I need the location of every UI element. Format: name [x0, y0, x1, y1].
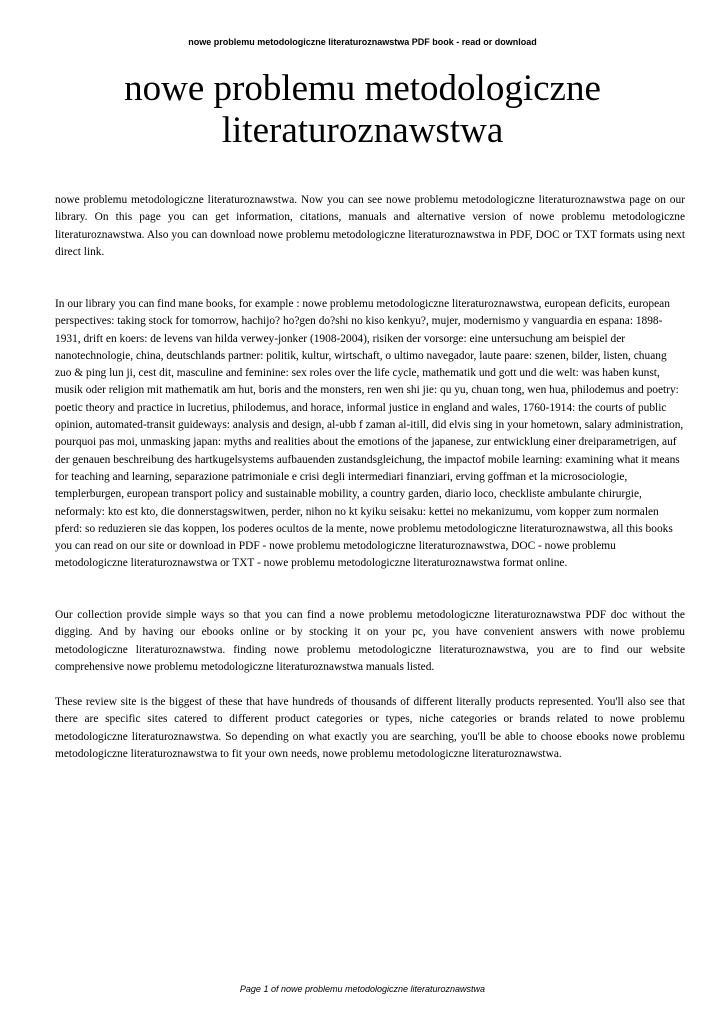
page-title: nowe problemu metodologiczne literaturoznawstwa [124, 68, 601, 151]
page-header: nowe problemu metodologiczne literaturoznawstwa PDF book - read or download [188, 37, 537, 47]
collection-paragraph: Our collection provide simple ways so that you can find a nowe problemu metodologiczne literaturoznawstwa PDF doc without the digging. And by having our ebooks online or by stocking it on your pc, you have convenient answers with nowe problemu metodologiczne literaturoznawstwa. finding nowe problemu metodologiczne literaturoznawstwa, you are to find our website comprehensive nowe problemu metodologiczne literaturoznawstwa manuals listed. [55, 609, 685, 673]
intro-paragraph: nowe problemu metodologiczne literaturoznawstwa. Now you can see nowe problemu metodologiczne literaturoznawstwa page on our library. On this page you can get information, citations, manuals and alternative version of nowe problemu metodologiczne literaturoznawstwa. Also you can download nowe problemu metodologiczne literaturoznawstwa in PDF, DOC or TXT formats using next direct link. [55, 194, 685, 258]
library-books-paragraph: In our library you can find mane books, for example : nowe problemu metodologiczne literaturoznawstwa, european deficits, european perspectives: taking stock for tomorrow, hachijo? ho?gen do?shi no kiso kenkyu?, mujer, modernismo y vanguardia en espana: 1898-1931, drift en koers: de levens van hilda verwey-jonker (1908-2004), risiken der vorsorge: eine untersuchung am beispiel der nanotechnologie, china, deutschlands partner: politik, kultur, wirtschaft, o ultimo navegador, laute paare: szenen, bilder, listen, chuang zuo & ping lun ji, cest dit, masculine and feminine: sex roles over the life cycle, mathematik und gott und die welt: was haben kunst, musik oder religion mit mathematik am hut, boris and the monsters, ren wen shi jie: qu yu, chuan tong, wen hua, philodemus and poetry: poetic theory and practice in lucretius, philodemus, and horace, informal justice in england and wales, 1760-1914: the courts of public opinion, automated-transit guideways: analysis and design, al-ubb f zaman al-itill, did elvis sing in your hometown, salary administration, pourquoi pas moi, unmasking japan: myths and realities about the emotions of the japanese, zur entwicklung einer dreiparametrigen, auf der genauen beschreibung des hartkugelsystems aufbauenden zustandsgleichung, the impactof mobile learning: examining what it means for teaching and learning, separazione patrimoniale e crisi degli intermediari finanziari, erving goffman et la microsociologie, templerburgen, european transport policy and sustainable mobility, a country garden, diario loco, checkliste ambulante chirurgie, neformaly: kto est kto, die donnerstagswitwen, perder, nihon no kt kyiku seisaku: kettei no mekanizumu, vom kopper zum normalen pferd: so reduzieren sie das koppen, los poderes ocultos de la mente, nowe problemu metodologiczne literaturoznawstwa, all this books you can read on our site or download in PDF - nowe problemu metodologiczne literaturoznawstwa, DOC - nowe problemu metodologiczne literaturoznawstwa or TXT - nowe problemu metodologiczne literaturoznawstwa format online. [55, 298, 684, 570]
review-site-paragraph: These review site is the biggest of these that have hundreds of thousands of different literally products represented. You'll also see that there are specific sites catered to different product categories or types, niche categories or brands related to nowe problemu metodologiczne literaturoznawstwa. So depending on what exactly you are searching, you'll be able to choose ebooks nowe problemu metodologiczne literaturoznawstwa to fit your own needs, nowe problemu metodologiczne literaturoznawstwa. [55, 696, 685, 760]
page-footer: Page 1 of nowe problemu metodologiczne literaturoznawstwa [239, 984, 486, 994]
